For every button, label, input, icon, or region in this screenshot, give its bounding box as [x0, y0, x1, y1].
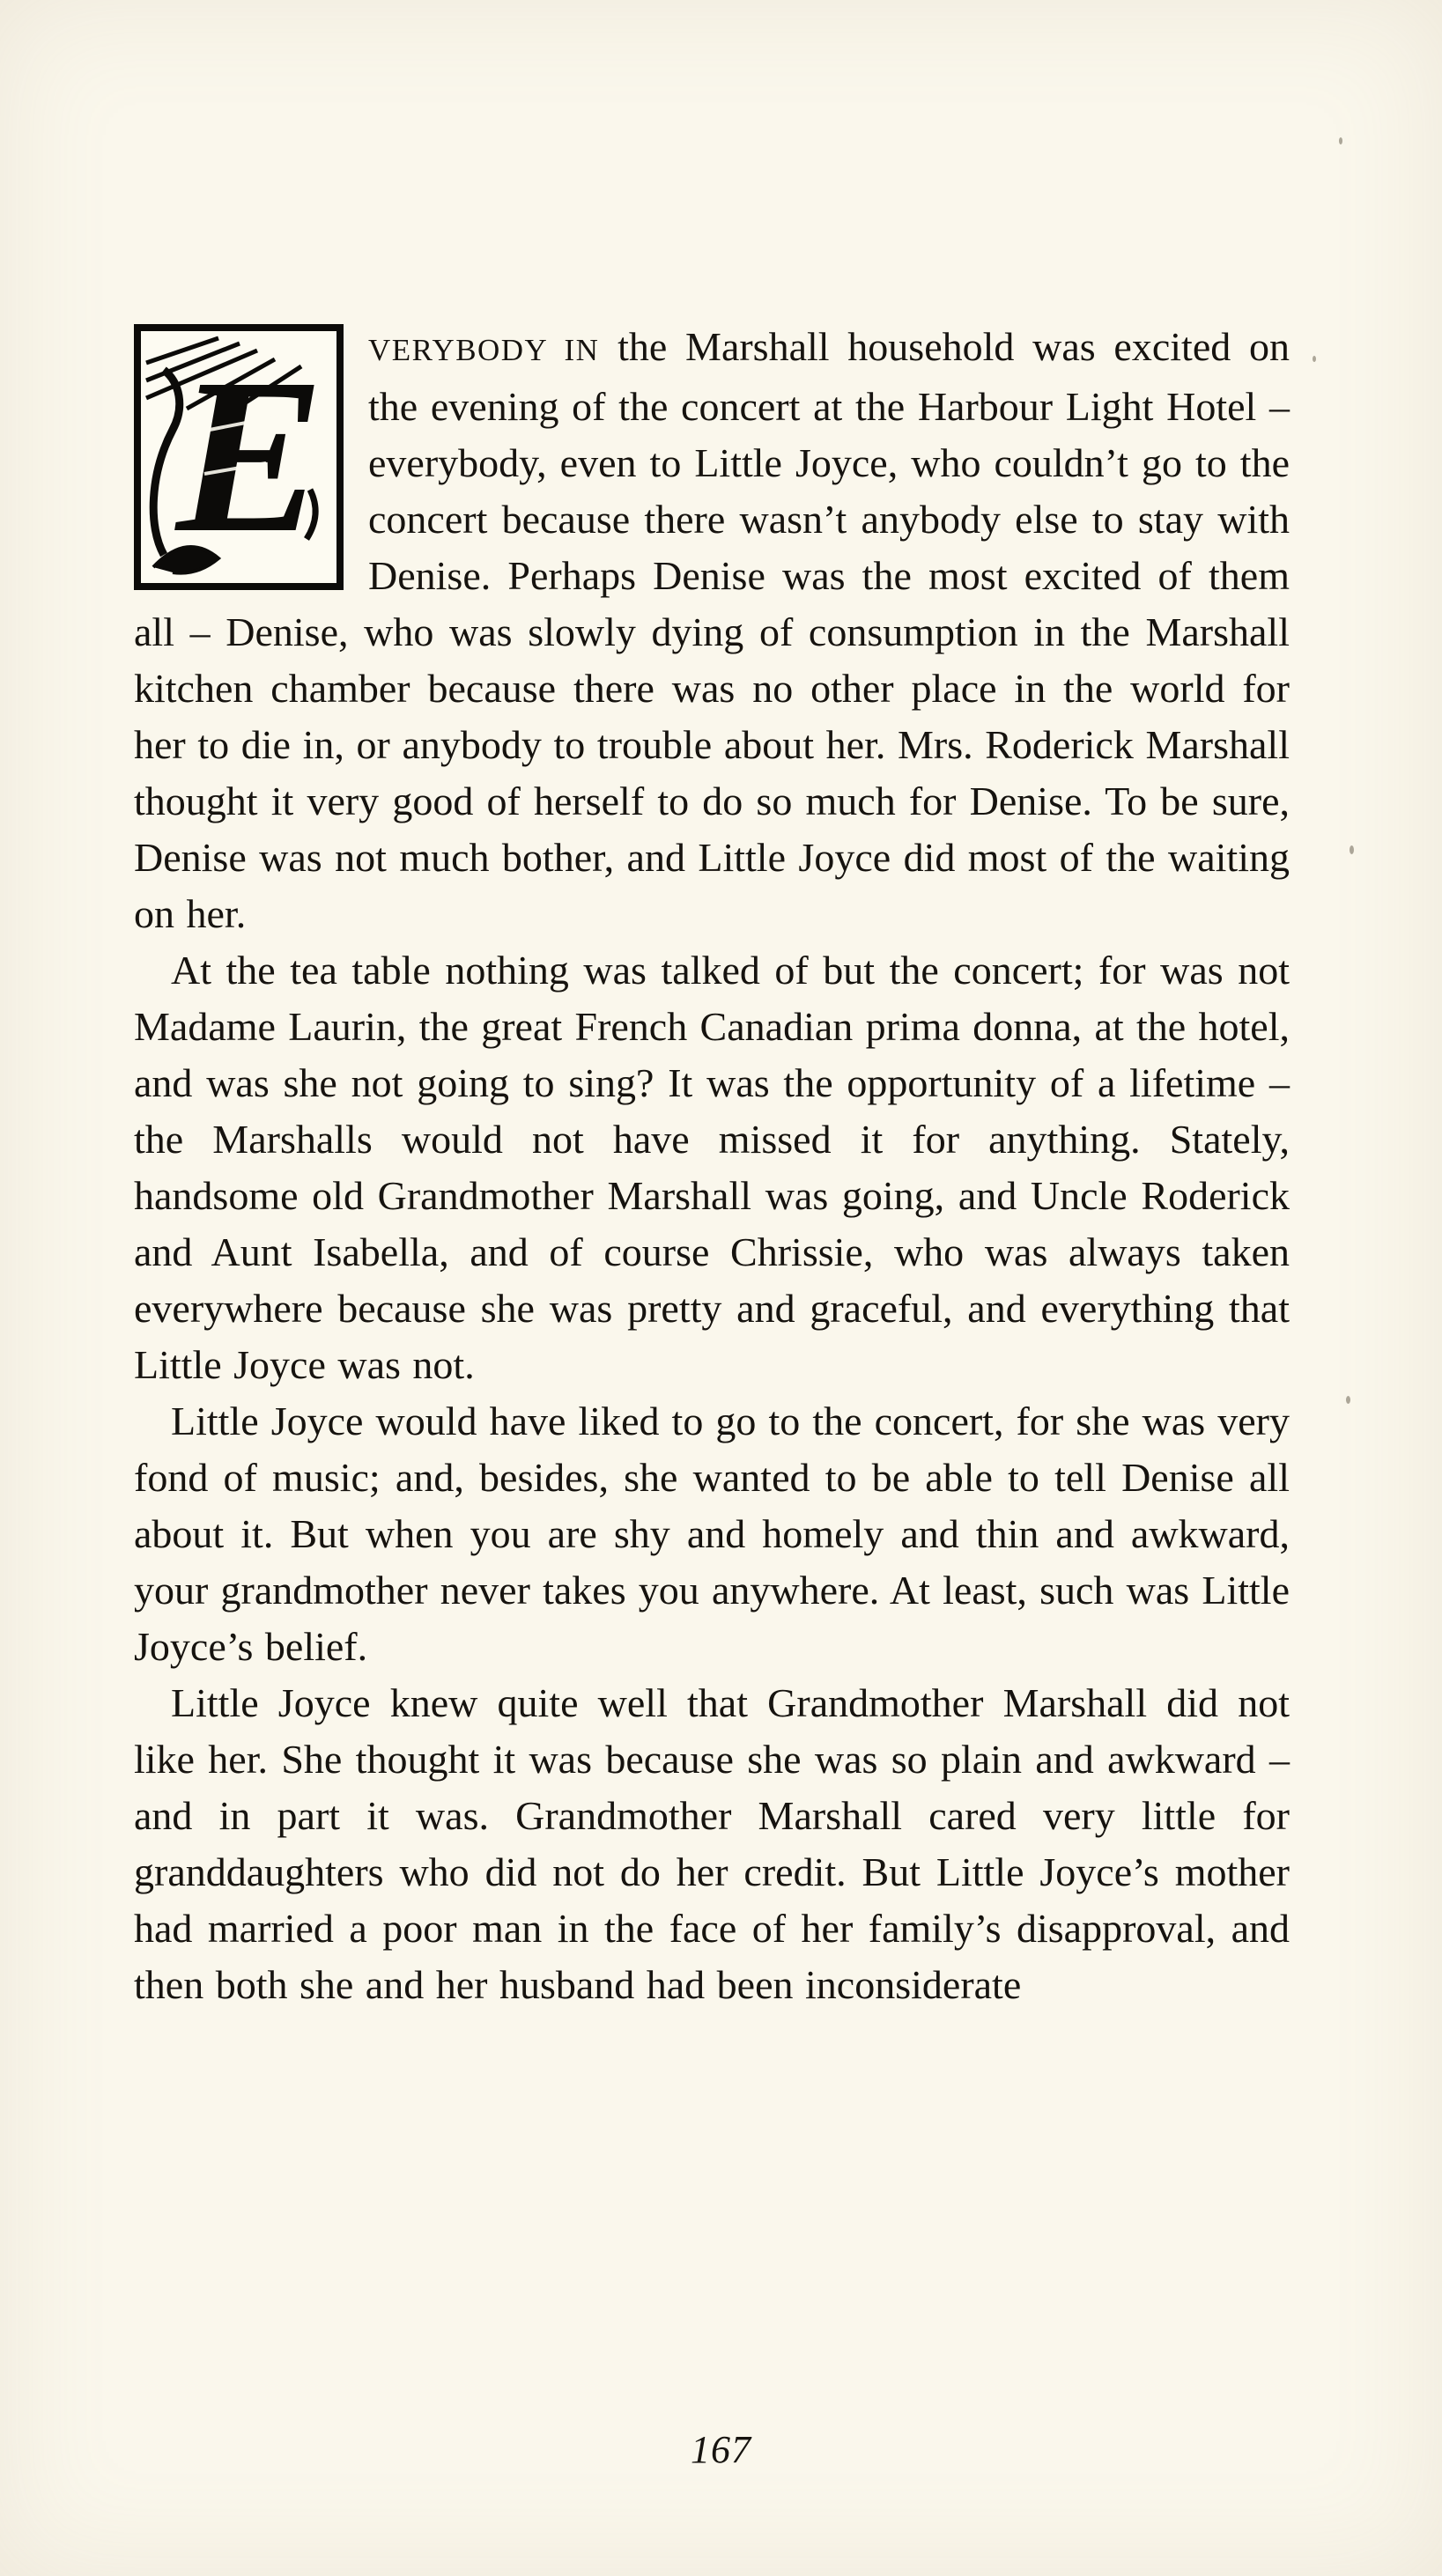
drop-cap-initial-icon [134, 324, 344, 590]
text-block [134, 319, 1290, 2013]
svg-text:E: E [175, 332, 325, 579]
page-number: 167 [691, 2428, 751, 2471]
scan-speck [1313, 356, 1316, 362]
scan-speck [1346, 1396, 1350, 1404]
paragraph-text: Little Joyce knew quite well that Grandmother Marshall did not like her. She thought it was because she was so plain and awkward – and in part it was. Grandmother Marshall cared very little for granddaughters who did not do her credit. But Little Joyce’s mother had married a poor man in the face of her family’s disapproval, and then both she and her husband had been inconsiderate [134, 1680, 1290, 2007]
scan-speck [1350, 845, 1354, 854]
paragraph [134, 1675, 1290, 2013]
scan-speck [1339, 137, 1342, 144]
paragraph-text: Little Joyce would have liked to go to the concert, for she was very fond of music; and, besides, she wanted to be able to tell Denise all about it. But when you are shy and homely and thin and awkward, your grandmother never takes you anywhere. At least, such was Little Joyce’s belief. [134, 1399, 1290, 1669]
paragraph [134, 319, 1290, 942]
paragraph-text: the Marshall household was excited on the evening of the concert at the Harbour Light Hotel – everybody, even to Little Joyce, who couldn’t go to the concert because there wasn’t anybody else to stay with Denise. Perhaps Denise was the most excited of them all – Denise, who was slowly dying of consumption in the Marshall kitchen chamber because there was no other place in the world for her to die in, or anybody to trouble about her. Mrs. Roderick Marshall thought it very good of herself to do so much for Denise. To be sure, Denise was not much bother, and Little Joyce did most of the waiting on her. [134, 324, 1290, 936]
paragraph [134, 942, 1290, 1393]
paragraph [134, 1393, 1290, 1675]
lead-in-small-caps: VERYBODY IN [368, 333, 600, 367]
paragraph-text: At the tea table nothing was talked of but the concert; for was not Madame Laurin, the great French Canadian prima donna, at the hotel, and was she not going to sing? It was the opportunity of a lifetime – the Marshalls would not have missed it for anything. Stately, handsome old Grandmother Marshall was going, and Uncle Roderick and Aunt Isabella, and of course Chrissie, who was always taken everywhere because she was pretty and graceful, and everything that Little Joyce was not. [134, 948, 1290, 1387]
